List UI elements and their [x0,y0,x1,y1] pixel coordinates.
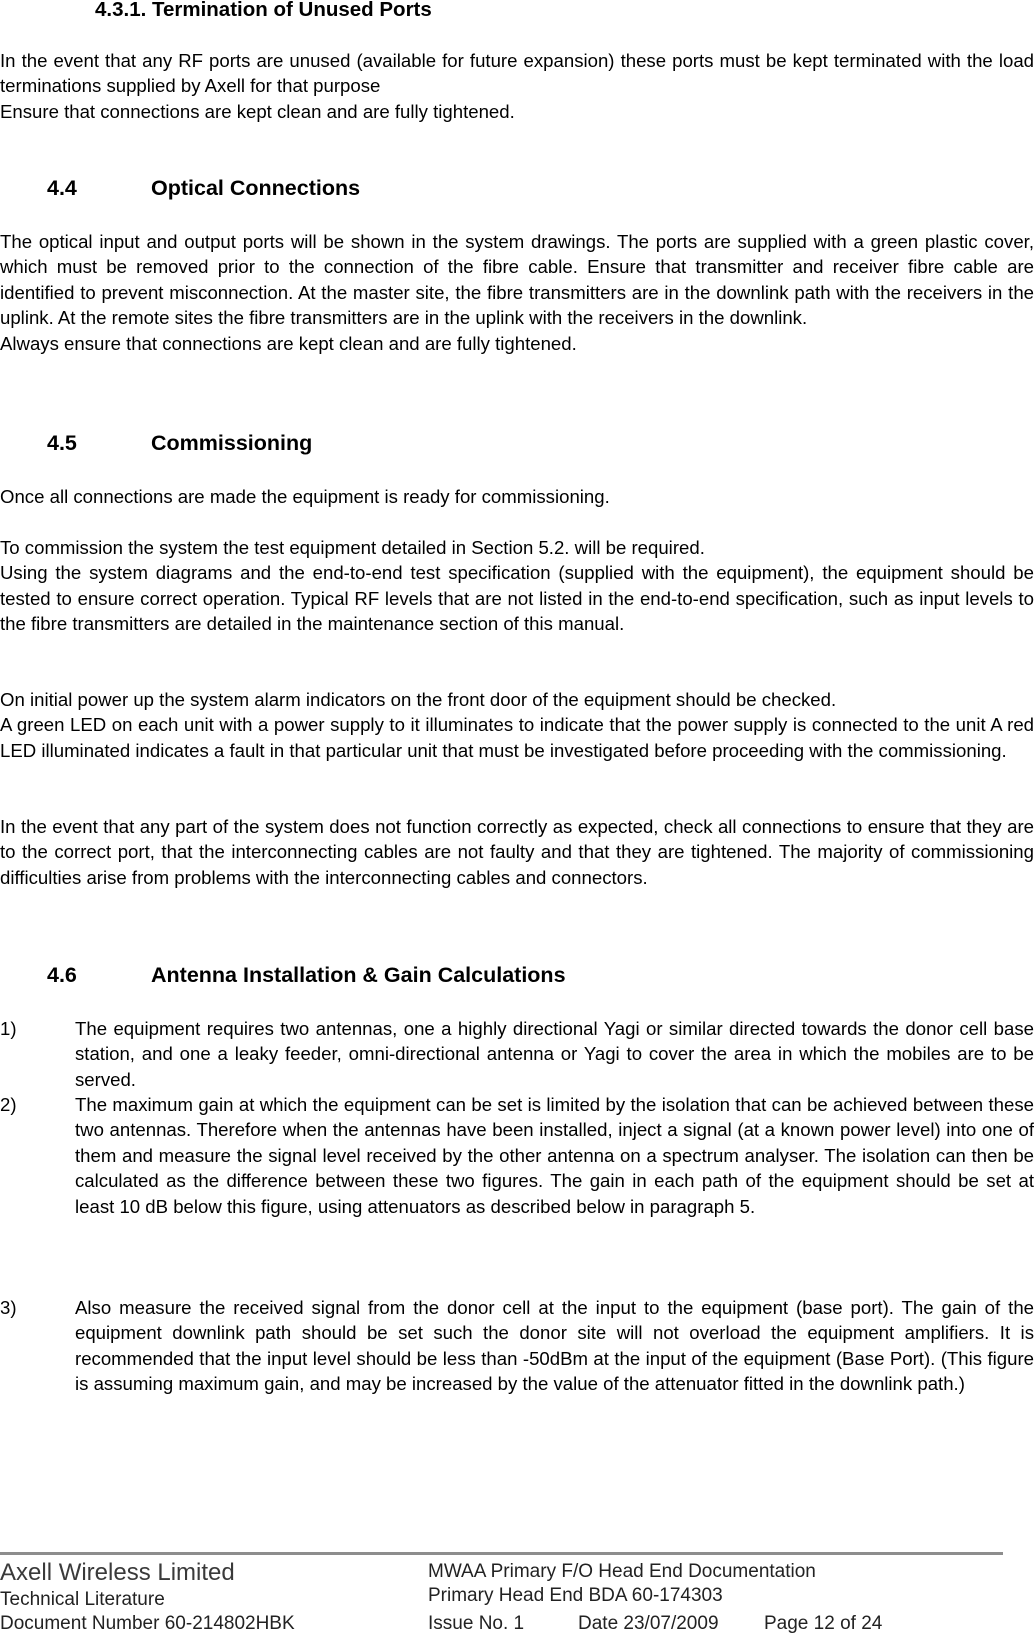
paragraph: The optical input and output ports will be shown in the system drawings. The ports are supplied with a green plastic cover, which must be removed prior to the connection of the fibre cable. Ensure that transmitter and receiver fibre cable are identified to prevent misconnection. At the master site, the fibre transmitters are in the downlink path with the receivers in the uplink. At the remote sites the fibre transmitters are in the uplink with the receivers in the downlink. [0,231,1034,329]
paragraph: Ensure that connections are kept clean and are fully tightened. [0,100,515,122]
issue-date: Date 23/07/2009 [578,1613,719,1634]
list-item-text: The maximum gain at which the equipment can be set is limited by the isolation that can be achieved between these two antennas. Therefore when the antennas have been installed, inject a signal (at a known power level) into one of them and measure the signal level received by the other antenna on a spectrum analyser. The isolation can then be calculated as the difference between these two figures. The gain in each path of the equipment should be set at least 10 dB below this figure, using attenuators as described below in paragraph 5. [75,1094,1034,1217]
paragraph: On initial power up the system alarm indicators on the front door of the equipment should be checked. [0,689,837,710]
section-number: 4.5 [47,431,77,455]
section-title: Commissioning [151,431,313,455]
section-4-5-body [0,535,1034,637]
section-title: Optical Connections [151,176,361,200]
paragraph: Always ensure that connections are kept clean and are fully tightened. [0,332,577,354]
footer-department: Technical Literature [0,1589,165,1610]
section-number: 4.6 [47,963,77,987]
section-4-5-body [0,814,1034,890]
section-4-5-body [0,687,1034,763]
paragraph: Once all connections are made the equipment is ready for commissioning. [0,486,610,507]
list-item-text: The equipment requires two antennas, one a highly directional Yagi or similar directed towards the donor cell base station, and one a leaky feeder, omni-directional antenna or Yagi to cover the area in which the mobiles are to be served. [75,1018,1034,1090]
list-item-text: Also measure the received signal from the donor cell at the input to the equipment (base port). The gain of the equipment downlink path should be set such the donor site will not overload the equipment amplifiers. It is recommended that the input level should be less than -50dBm at the input of the equipment (Base Port). (This figure is assuming maximum gain, and may be increased by the value of the attenuator fitted in the downlink path.) [75,1297,1034,1395]
list-item-number: 2) [0,1094,17,1115]
paragraph: In the event that any RF ports are unused (available for future expansion) these ports must be kept terminated with the load terminations supplied by Axell for that purpose [0,50,1034,97]
paragraph: A green LED on each unit with a power supply to it illuminates to indicate that the power supply is connected to the unit A red LED illuminated indicates a fault in that particular unit that must be investigated before proceeding with the commissioning. [0,714,1034,761]
footer-divider [0,1552,1003,1555]
paragraph: In the event that any part of the system does not function correctly as expected, check all connections to ensure that they are to the correct port, that the interconnecting cables are not faulty and that they are tightened. The majority of commissioning difficulties arise from problems with the interconnecting cables and connectors. [0,816,1034,888]
issue-number: Issue No. 1 [428,1613,525,1634]
section-4-4-body [0,229,1034,356]
page-footer [0,1552,1034,1637]
section-4-5-body [0,484,1034,509]
list-item-number: 1) [0,1018,17,1039]
section-4-3-1-heading: 4.3.1. Termination of Unused Ports [95,0,432,21]
paragraph: To commission the system the test equipment detailed in Section 5.2. will be required. [0,537,705,558]
section-4-3-1-body [0,48,1034,124]
document-title-line-2: Primary Head End BDA 60-174303 [428,1585,723,1606]
document-number: Document Number 60-214802HBK [0,1613,295,1634]
paragraph: Using the system diagrams and the end-to-end test specification (supplied with the equipment), the equipment should be tested to ensure correct operation. Typical RF levels that are not listed in the end-to-end specification, such as input levels to the fibre transmitters are detailed in the maintenance section of this manual. [0,562,1034,635]
document-title-line-1: MWAA Primary F/O Head End Documentation [428,1561,816,1582]
section-number: 4.4 [47,176,77,200]
list-item-number: 3) [0,1297,17,1318]
section-title: Antenna Installation & Gain Calculations [151,963,566,987]
company-name: Axell Wireless Limited [0,1559,235,1586]
page-number: Page 12 of 24 [764,1613,883,1634]
